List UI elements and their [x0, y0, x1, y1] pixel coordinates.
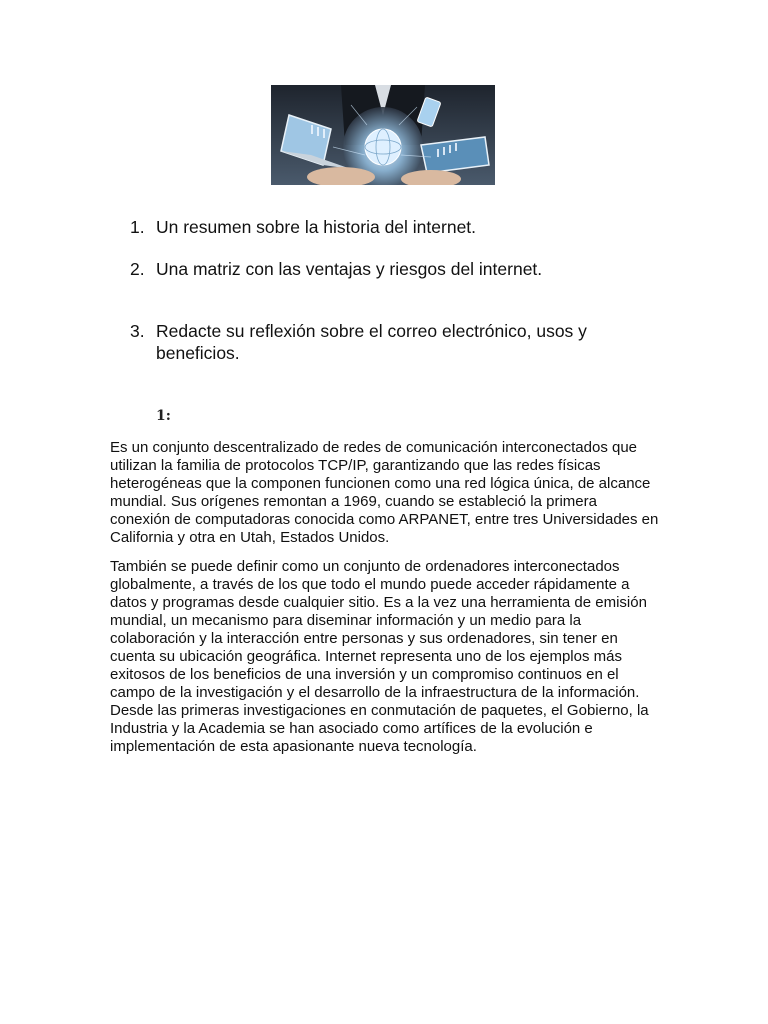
body-paragraph: Es un conjunto descentralizado de redes de comunicación interconectados que utilizan la familia de protocolos TCP/IP, garantizando que las redes físicas heterogéneas que la componen funcionen como una red lógica única, de alcance mundial. Sus orígenes remontan a 1969, cuando se estableció la primera conexión de computadoras conocida como ARPANET, entre tres Universidades en California y otra en Utah, Estados Unidos. — [110, 439, 659, 546]
task-number: 3. — [130, 321, 145, 341]
body-paragraph: También se puede definir como un conjunto de ordenadores interconectados globalmente, a través de los que todo el mundo puede acceder rápidamente a datos y programas desde cualquier sitio. Es a la vez una herramienta de emisión mundial, un mecanismo para diseminar información y un medio para la colaboración y la interacción entre personas y sus ordenadores, sin tener en cuenta su ubicación geográfica. Internet representa uno de los ejemplos más exitosos de los beneficios de una inversión y un compromiso continuos en el campo de la investigación y el desarrollo de la infraestructura de la información. Desde las primeras investigaciones en conmutación de paquetes, el Gobierno, la Industria y la Academia se han asociado como artífices de la evolución e implementación de esta apasionante nueva tecnología. — [110, 558, 649, 755]
task-text: Una matriz con las ventajas y riesgos del internet. — [156, 259, 543, 279]
task-text: Un resumen sobre la historia del internet. — [156, 217, 477, 237]
task-number: 2. — [130, 259, 145, 279]
technology-illustration-graphic — [271, 85, 495, 185]
technology-illustration — [271, 85, 495, 185]
task-number: 1. — [130, 217, 145, 237]
section-heading: 1: — [156, 408, 171, 424]
task-text: Redacte su reflexión sobre el correo electrónico, usos y beneficios. — [156, 321, 587, 363]
